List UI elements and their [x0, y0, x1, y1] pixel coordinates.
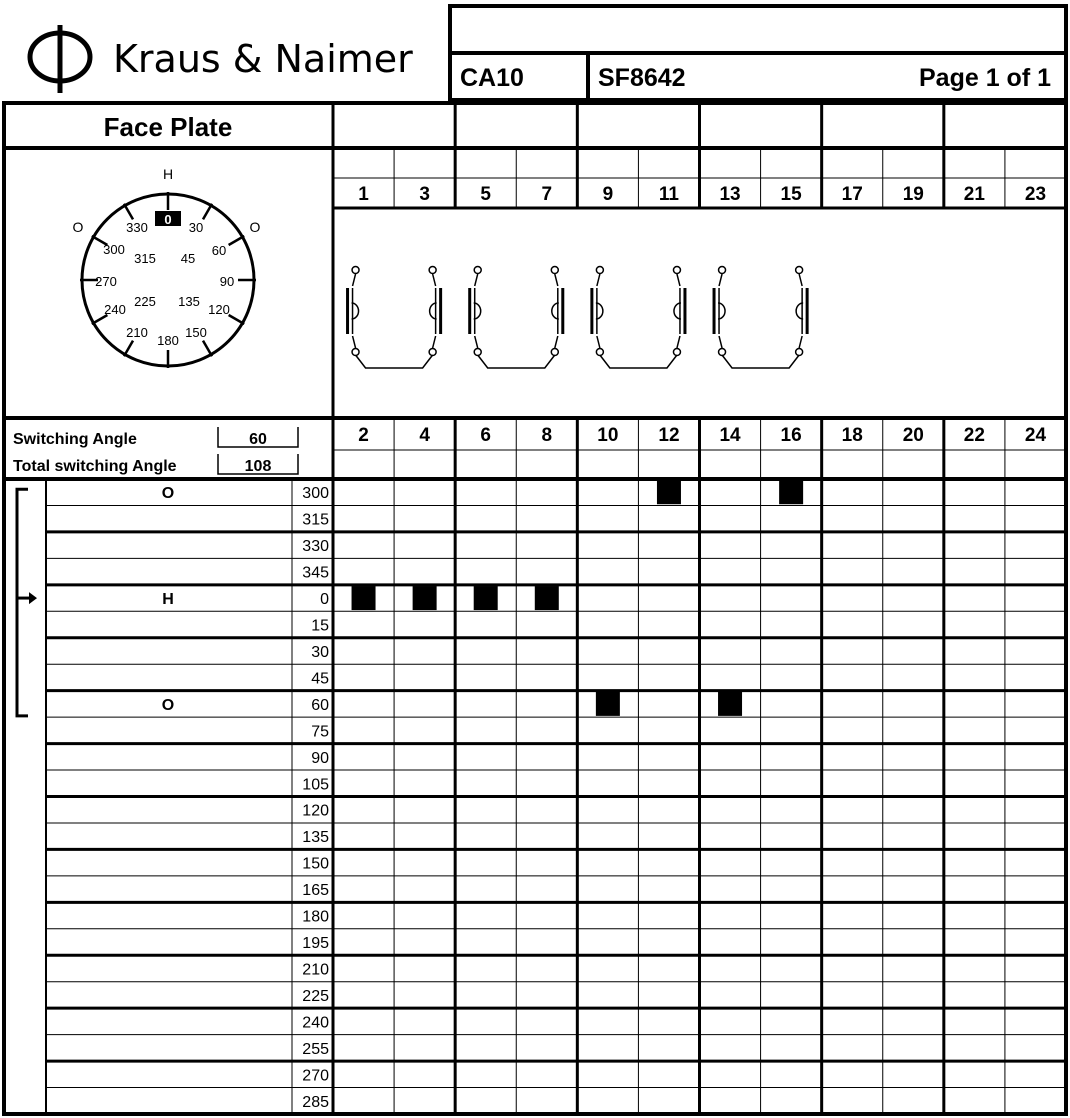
switching-grid — [46, 479, 1066, 1114]
terminal-ring — [352, 267, 359, 274]
dial-angle-150: 150 — [185, 325, 207, 340]
position-angle: 45 — [311, 670, 329, 688]
terminal-number-top: 17 — [841, 184, 863, 205]
dial-angle-120: 120 — [208, 302, 230, 317]
terminal-ring — [796, 349, 803, 356]
terminal-ring — [596, 267, 603, 274]
closed-contact-mark — [779, 480, 803, 504]
position-angle: 15 — [311, 617, 329, 635]
terminal-number-top: 9 — [602, 184, 614, 205]
terminal-number-top: 5 — [480, 184, 491, 205]
contact-bridge — [722, 355, 799, 368]
closed-contact-mark — [352, 586, 376, 610]
position-angle: 240 — [302, 1014, 329, 1032]
terminal-number-top: 7 — [541, 184, 553, 205]
arrow-head-icon — [29, 592, 37, 604]
terminal-ring — [429, 267, 436, 274]
dial-label-h: H — [162, 166, 174, 182]
position-angle: 135 — [302, 829, 329, 847]
position-label: O — [161, 696, 175, 714]
position-angle: 120 — [302, 802, 329, 820]
closed-contact-mark — [596, 692, 620, 716]
dial-tick — [203, 204, 212, 220]
closed-contact-mark — [718, 692, 742, 716]
closed-contact-mark — [413, 586, 437, 610]
dial-tick — [203, 341, 212, 357]
position-angle: 90 — [311, 749, 329, 767]
position-angle: 285 — [302, 1093, 329, 1111]
contact-lead — [475, 336, 478, 348]
dial-tick — [124, 204, 133, 220]
terminal-number-top: 13 — [719, 184, 741, 205]
contact-lead — [719, 336, 722, 348]
dial-angle-180: 180 — [157, 333, 179, 348]
header-grid — [333, 103, 1066, 479]
terminal-number-top: 1 — [358, 184, 369, 205]
dial-angle-90: 90 — [219, 274, 235, 289]
terminal-number-bottom: 4 — [419, 425, 430, 446]
dial-angle-240: 240 — [104, 302, 126, 317]
series-code: CA10 — [460, 64, 524, 92]
contact-lead — [799, 336, 802, 348]
dial-tick — [124, 341, 133, 357]
position-angle: 60 — [311, 696, 329, 714]
terminal-ring — [551, 267, 558, 274]
contact-lead — [597, 274, 600, 286]
dial-angle-60: 60 — [211, 243, 227, 258]
position-angle: 30 — [311, 643, 329, 661]
contact-pair-symbol — [592, 267, 685, 369]
terminal-number-top: 19 — [902, 184, 924, 205]
dial-angle-315: 315 — [134, 251, 156, 266]
position-angle: 300 — [302, 485, 329, 503]
terminal-number-bottom: 18 — [841, 425, 863, 446]
terminal-number-top: 3 — [419, 184, 430, 205]
contact-pair-symbol — [714, 267, 807, 369]
dial-angle-135: 135 — [178, 294, 200, 309]
contact-lead — [677, 336, 680, 348]
dial-angle-270: 270 — [95, 274, 117, 289]
contact-lead — [555, 336, 558, 348]
terminal-number-top: 15 — [780, 184, 802, 205]
dial-tick — [229, 236, 245, 245]
brand-name: Kraus & Naimer — [113, 37, 413, 81]
contact-bridge — [478, 355, 555, 368]
dial-angle-210: 210 — [126, 325, 148, 340]
terminal-ring — [352, 349, 359, 356]
terminal-number-bottom: 6 — [480, 425, 491, 446]
terminal-ring — [474, 349, 481, 356]
terminal-number-top: 23 — [1024, 184, 1047, 205]
contact-lead — [353, 274, 356, 286]
switching-angle-label: Switching Angle — [13, 431, 137, 448]
closed-contact-mark — [535, 586, 559, 610]
position-angle: 345 — [302, 564, 329, 582]
terminal-ring — [673, 267, 680, 274]
closed-contact-mark — [657, 480, 681, 504]
position-angle: 255 — [302, 1040, 329, 1058]
position-angle: 225 — [302, 987, 329, 1005]
position-label: H — [162, 591, 174, 609]
terminal-number-bottom: 16 — [780, 425, 802, 446]
terminal-number-bottom: 24 — [1024, 425, 1047, 446]
position-angle: 180 — [302, 908, 329, 926]
total-switching-angle-label: Total switching Angle — [13, 458, 177, 475]
dial-angle-300: 300 — [103, 242, 125, 257]
contact-lead — [799, 274, 802, 286]
position-angle: 105 — [302, 776, 329, 794]
dial-angle-225: 225 — [134, 294, 156, 309]
position-angle: 195 — [302, 935, 329, 953]
page-indicator: Page 1 of 1 — [919, 64, 1051, 92]
position-angle: 0 — [320, 591, 329, 609]
dial-angle-0: 0 — [164, 212, 172, 227]
dial-angle-45: 45 — [180, 251, 196, 266]
contact-lead — [597, 336, 600, 348]
position-label: O — [161, 485, 175, 503]
position-angle: 165 — [302, 882, 329, 900]
terminal-number-bottom: 8 — [541, 425, 553, 446]
position-angle: 330 — [302, 538, 329, 556]
range-bracket-line — [17, 489, 28, 716]
contact-lead — [677, 274, 680, 286]
terminal-number-bottom: 10 — [597, 425, 619, 446]
contact-lead — [475, 274, 478, 286]
contact-pair-symbol — [470, 267, 563, 369]
position-angle: 210 — [302, 961, 329, 979]
terminal-number-bottom: 22 — [963, 425, 985, 446]
terminal-ring — [719, 267, 726, 274]
brand-logo — [30, 25, 413, 93]
contact-lead — [719, 274, 722, 286]
dial-label-o-right: O — [249, 219, 261, 235]
terminal-numbers — [358, 184, 1046, 446]
switching-angle-value: 60 — [249, 431, 267, 448]
contact-pair-symbol — [348, 267, 441, 369]
terminal-number-bottom: 2 — [358, 425, 369, 446]
terminal-number-bottom: 20 — [902, 425, 924, 446]
contact-lead — [353, 336, 356, 348]
terminal-number-bottom: 12 — [658, 425, 680, 446]
terminal-ring — [429, 349, 436, 356]
closed-contact-mark — [474, 586, 498, 610]
position-range-bracket — [17, 489, 37, 716]
dial-angle-30: 30 — [188, 220, 204, 235]
terminal-ring — [551, 349, 558, 356]
terminal-number-bottom: 14 — [719, 425, 741, 446]
terminal-number-top: 11 — [658, 184, 680, 205]
face-plate-title: Face Plate — [103, 112, 233, 142]
part-number: SF8642 — [598, 64, 686, 92]
terminal-ring — [596, 349, 603, 356]
dial-tick — [229, 315, 245, 324]
contact-lead — [555, 274, 558, 286]
contact-lead — [433, 336, 436, 348]
terminal-ring — [719, 349, 726, 356]
total-switching-angle-value: 108 — [244, 458, 272, 475]
dial-angle-330: 330 — [126, 220, 148, 235]
terminal-ring — [673, 349, 680, 356]
terminal-ring — [796, 267, 803, 274]
contact-bridge — [600, 355, 677, 368]
contact-schematic — [348, 267, 808, 369]
dial — [73, 166, 261, 368]
terminal-number-top: 21 — [963, 184, 985, 205]
dial-label-o-left: O — [72, 219, 84, 235]
contact-bridge — [356, 355, 433, 368]
position-angle: 150 — [302, 855, 329, 873]
terminal-ring — [474, 267, 481, 274]
contact-lead — [433, 274, 436, 286]
position-angle: 315 — [302, 511, 329, 529]
position-angle: 270 — [302, 1067, 329, 1085]
position-angle: 75 — [311, 723, 329, 741]
